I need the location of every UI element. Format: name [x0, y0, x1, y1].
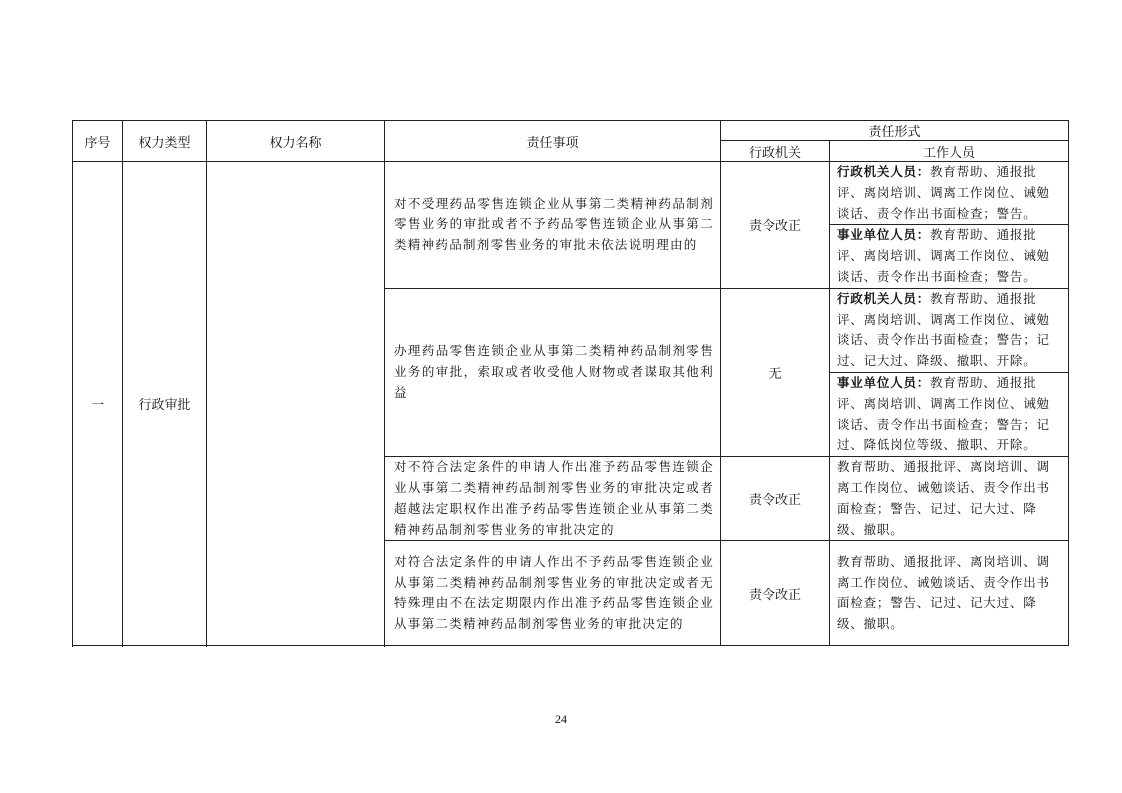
staff-cell [830, 372, 1069, 456]
staff-label: 事业单位人员： [837, 227, 931, 243]
admin-cell: 无 [721, 288, 830, 456]
staff-cell: 教育帮助、通报批评、离岗培训、调离工作岗位、诫勉谈话、责令作出书面检查；警告、记过、记大过、降级、撤职。 [830, 457, 1069, 541]
matter-cell: 对符合法定条件的申请人作出不予药品零售连锁企业从事第二类精神药品制剂零售业务的审批决定或者无特殊理由不在法定期限内作出准予药品零售连锁企业从事第二类精神药品制剂零售业务的审批决定的 [385, 541, 721, 646]
header-matters: 责任事项 [385, 121, 721, 162]
header-seq: 序号 [73, 121, 123, 162]
staff-cell [830, 288, 1069, 372]
admin-cell: 责令改正 [721, 457, 830, 541]
group-seq-cell: 一 [73, 162, 123, 646]
page-number: 24 [555, 712, 567, 726]
staff-text: 教育帮助、通报批评、离岗培训、调离工作岗位、诫勉谈话、责令作出书面检查；警告。 [837, 164, 1050, 221]
admin-cell: 责令改正 [721, 541, 830, 646]
staff-cell [830, 225, 1069, 288]
staff-label: 行政机关人员： [837, 164, 931, 179]
staff-cell: 教育帮助、通报批评、离岗培训、调离工作岗位、诫勉谈话、责令作出书面检查；警告、记过、记大过、降级、撤职。 [830, 541, 1069, 646]
admin-cell: 责令改正 [721, 162, 830, 289]
group-power-name-cell [207, 162, 385, 646]
staff-label: 事业单位人员： [837, 374, 931, 390]
header-staff: 工作人员 [830, 141, 1069, 162]
staff-text: 教育帮助、通报批评、离岗培训、调离工作岗位、诫勉谈话、责令作出书面检查；警告；记过、降低岗位等级、撤职、开除。 [837, 374, 1050, 453]
header-admin-org: 行政机关 [721, 141, 830, 162]
matter-cell: 对不符合法定条件的申请人作出准予药品零售连锁企业从事第二类精神药品制剂零售业务的审批决定或者超越法定职权作出准予药品零售连锁企业从事第二类精神药品制剂零售业务的审批决定的 [385, 457, 721, 541]
header-power-type: 权力类型 [123, 121, 207, 162]
staff-cell [830, 162, 1069, 225]
matter-cell: 办理药品零售连锁企业从事第二类精神药品制剂零售业务的审批，索取或者收受他人财物或者谋取其他利益 [385, 288, 721, 456]
staff-text: 教育帮助、通报批评、离岗培训、调离工作岗位、诫勉谈话、责令作出书面检查；警告。 [837, 227, 1050, 284]
group-power-type-cell: 行政审批 [123, 162, 207, 646]
matter-cell: 对不受理药品零售连锁企业从事第二类精神药品制剂零售业务的审批或者不予药品零售连锁企业从事第二类精神药品制剂零售业务的审批未依法说明理由的 [385, 162, 721, 289]
responsibility-table [72, 120, 1069, 646]
header-power-name: 权力名称 [207, 121, 385, 162]
staff-text: 教育帮助、通报批评、离岗培训、调离工作岗位、诫勉谈话、责令作出书面检查；警告；记过、记大过、降级、撤职、开除。 [837, 290, 1050, 369]
staff-label: 行政机关人员： [837, 290, 931, 306]
header-form: 责任形式 [721, 121, 1069, 141]
